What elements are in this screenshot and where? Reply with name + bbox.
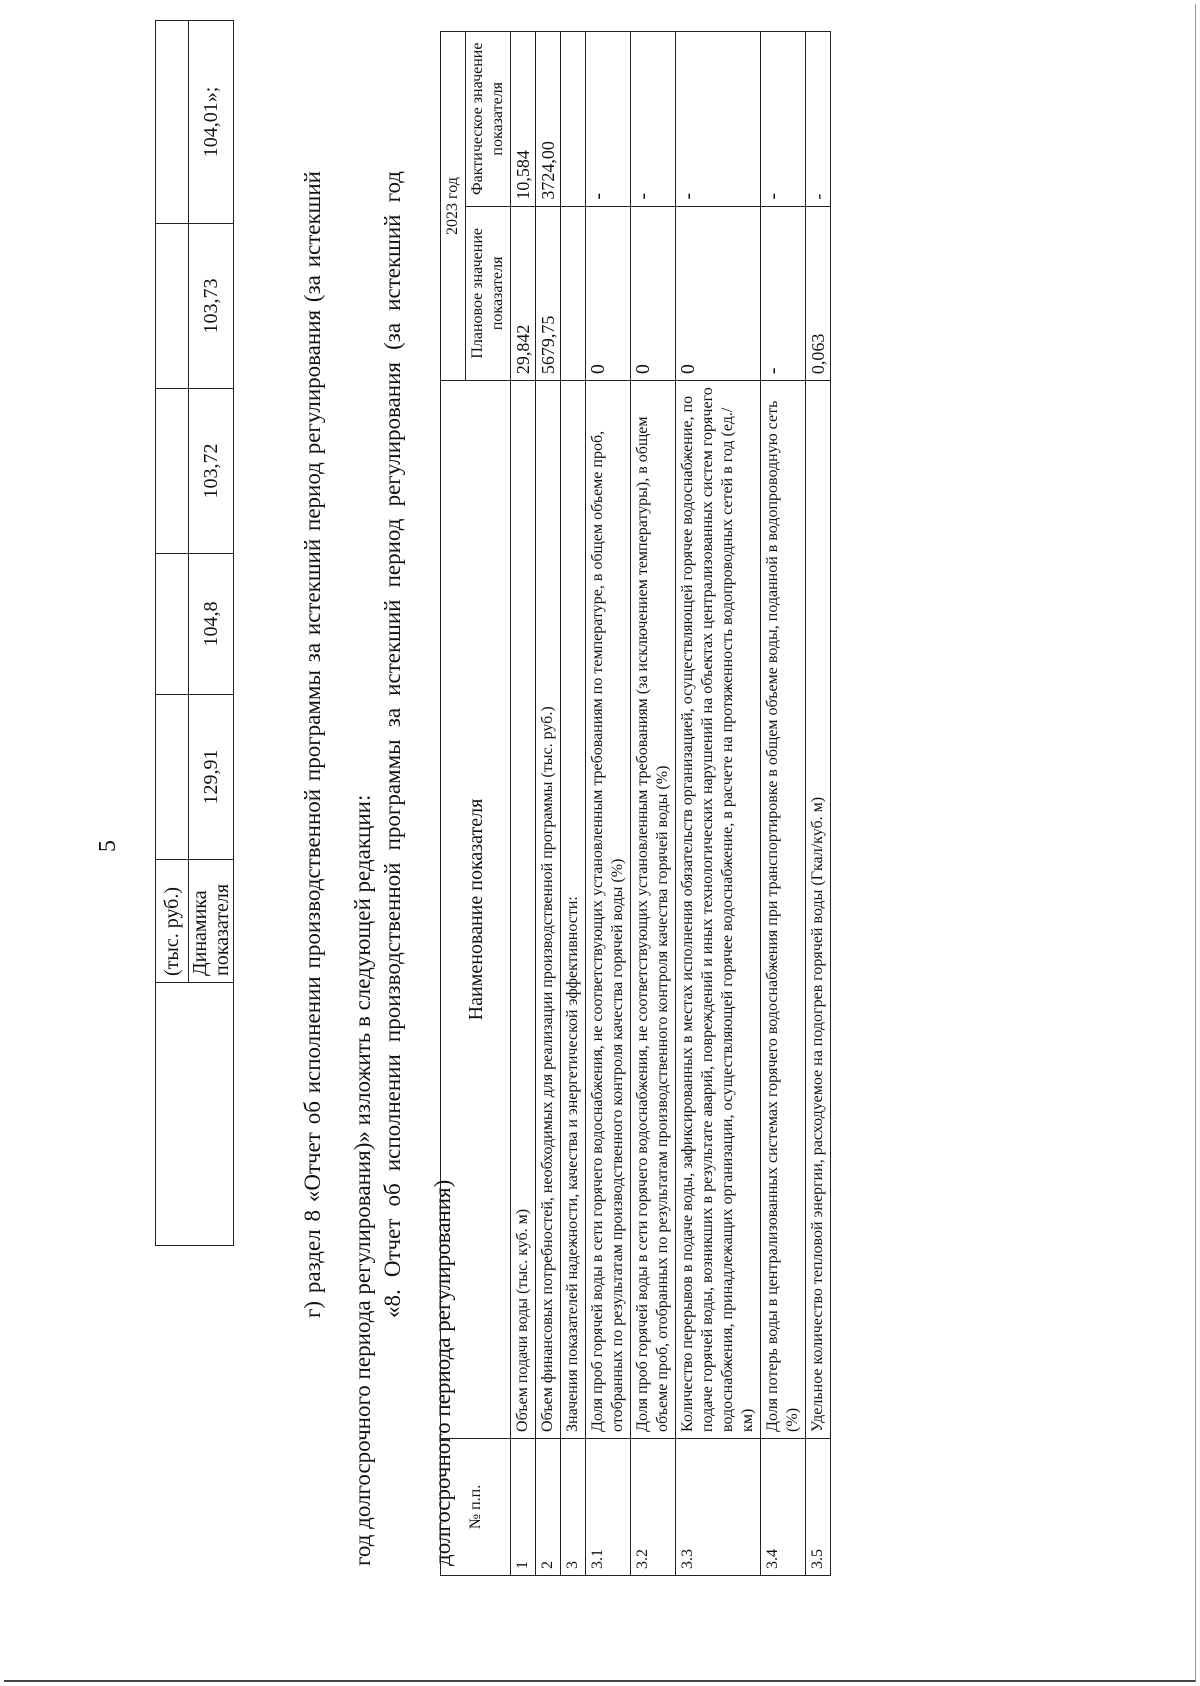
dynamics-unit: (тыс. руб.): [156, 860, 189, 983]
row-fact: -: [806, 32, 831, 207]
header-name: Наименование показателя: [441, 381, 511, 1439]
row-no: 3.5: [806, 1438, 831, 1575]
table-row: [761, 32, 806, 1576]
row-no: 1: [511, 1438, 536, 1575]
table-row: [511, 32, 536, 1576]
dynamics-value: 103,73: [189, 223, 234, 388]
header-no: № п.п.: [441, 1438, 511, 1575]
row-no: 3.4: [761, 1438, 806, 1575]
dynamics-table: [155, 20, 234, 1246]
table-row: [536, 32, 561, 1576]
row-name: Доля потерь воды в централизованных системах горячего водоснабжения при транспортировке в общем объеме воды, поданной в водопроводную сеть (%): [761, 381, 806, 1439]
dynamics-value: 104,8: [189, 554, 234, 695]
row-fact: 3724,00: [536, 32, 561, 207]
row-name: Доля проб горячей воды в сети горячего водоснабжения, не соответствующих установленным требованиям по температуре, в общем объеме проб, отобранных по результатам производственного контроля качества горячей воды (%): [586, 381, 631, 1439]
dynamics-row-label: Динамика показателя: [189, 860, 234, 983]
header-plan: Плановое значение показателя: [466, 206, 511, 381]
header-row-1: [441, 32, 466, 1576]
row-plan: 0: [586, 206, 631, 381]
row-plan: -: [761, 206, 806, 381]
row-no: 3: [561, 1438, 586, 1575]
page-number: 5: [95, 840, 121, 852]
row-plan: 5679,75: [536, 206, 561, 381]
row-fact: -: [586, 32, 631, 207]
row-name: Удельное количество тепловой энергии, расходуемое на подогрев горячей воды (Гкал/куб. м): [806, 381, 831, 1439]
row-plan: 29,842: [511, 206, 536, 381]
row-name: Значения показателей надежности, качества и энергетической эффективности:: [561, 381, 586, 1439]
table-row: [586, 32, 631, 1576]
row-fact: -: [631, 32, 676, 207]
row-plan: 0: [631, 206, 676, 381]
row-name: Объем финансовых потребностей, необходимых для реализации производственной программы (тыс. руб.): [536, 381, 561, 1439]
table-row: [561, 32, 586, 1576]
table-row: [676, 32, 761, 1576]
row-no: 3.2: [631, 1438, 676, 1575]
dynamics-value: 104,01»;: [189, 21, 234, 224]
row-plan: [561, 206, 586, 381]
paragraph-section-8-title: «8. Отчет об исполнении производственной программы за истекший период регулирования (за истекший год долгосрочного периода регулирования): [380, 171, 455, 1566]
row-no: 3.1: [586, 1438, 631, 1575]
row-plan: 0,063: [806, 206, 831, 381]
header-fact: Фактическое значение показателя: [466, 32, 511, 207]
row-fact: [561, 32, 586, 207]
row-plan: 0: [676, 206, 761, 381]
table-row: [806, 32, 831, 1576]
row-fact: -: [676, 32, 761, 207]
row-fact: -: [761, 32, 806, 207]
paragraph-section-8-intro: г) раздел 8 «Отчет об исполнении производственной программы за истекший период регулирования (за истекший год долгосрочного периода регулирования)» изложить в следующей редакции:: [300, 171, 375, 1566]
row-name: Объем подачи воды (тыс. куб. м): [511, 381, 536, 1439]
dynamics-value: 129,91: [189, 694, 234, 859]
row-name: Количество перерывов в подаче воды, зафиксированных в местах исполнения обязательств организацией, осуществляющей горячее водоснабжение, по подаче горячей воды, возникших в результате аварий, повреждений и иных технологических нарушений на объектах централизованных систем горячего водоснабжения, принадлежащих организации, осуществляющей горячее водоснабжение, в расчете на протяженность водопроводных сетей в год (ед./км): [676, 381, 761, 1439]
dynamics-unit-row: [156, 21, 189, 1246]
report-table: [440, 31, 831, 1576]
table-row: [631, 32, 676, 1576]
dynamics-blank-cell: [156, 983, 234, 1246]
dynamics-value: 103,72: [189, 389, 234, 554]
row-fact: 10,584: [511, 32, 536, 207]
row-no: 2: [536, 1438, 561, 1575]
row-no: 3.3: [676, 1438, 761, 1575]
header-year: 2023 год: [441, 32, 466, 381]
row-name: Доля проб горячей воды в сети горячего водоснабжения, не соответствующих установленным требованиям (за исключением температуры), в общем объеме проб, отобранных по результатам производственного контроля качества горячей воды (%): [631, 381, 676, 1439]
